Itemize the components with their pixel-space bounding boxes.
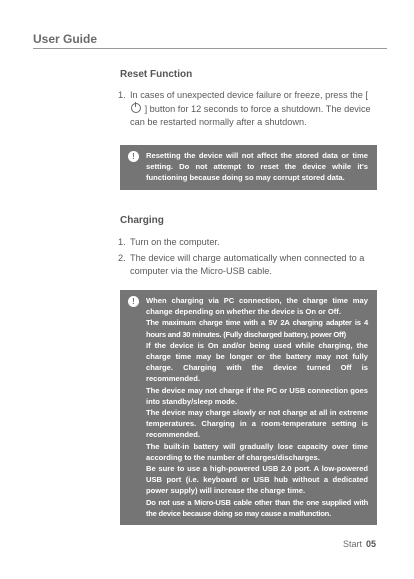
step-text-part: ] button for 12 seconds to force a shutdown. The device can be restarted normally after a shutdown. <box>130 103 371 127</box>
reset-steps-list <box>118 89 378 132</box>
charging-warning-note <box>120 290 377 525</box>
power-icon <box>131 103 141 113</box>
exclamation-icon: ! <box>128 296 139 307</box>
step-number: 1. <box>118 237 126 247</box>
step-text <box>130 89 378 130</box>
step-text-part: In cases of unexpected device failure or freeze, press the [ <box>130 90 368 100</box>
step-number: 2. <box>118 252 126 263</box>
reset-section-heading: Reset Function <box>120 69 193 80</box>
step-text: Turn on the computer. <box>130 237 220 247</box>
charging-section-heading: Charging <box>120 215 164 226</box>
note-paragraph: If the device is On and/or being used while charging, the charge time may be longer or the battery may not fully charge. Charging with the device turned Off is recommended. <box>146 340 368 384</box>
step-number: 1. <box>118 90 126 100</box>
note-paragraph: Do not use a Micro-USB cable other than the one supplied with the device because doing so may cause a malfunction. <box>146 497 368 518</box>
list-item <box>118 236 378 250</box>
list-item <box>118 89 378 130</box>
step-text: The device will charge automatically when connected to a computer via the Micro-USB cable. <box>130 252 365 276</box>
note-paragraph: Be sure to use a high-powered USB 2.0 port. A low-powered USB port (i.e. keyboard or USB hub without a dedicated power supply) will increase the charge time. <box>146 464 368 496</box>
note-paragraph: When charging via PC connection, the charge time may change depending on whether the device is On or Off. <box>146 296 368 317</box>
exclamation-icon: ! <box>128 151 139 162</box>
note-paragraph: The device may charge slowly or not charge at all in extreme temperatures. Charging in a room-temperature setting is recommended. <box>146 408 368 440</box>
list-item <box>118 252 378 279</box>
note-text: Resetting the device will not affect the stored data or time setting. Do not attempt to reset the device while it's functioning because doing so may corrupt stored data. <box>146 151 368 183</box>
note-paragraph: The device may not charge if the PC or USB connection goes into standby/sleep mode. <box>146 385 368 406</box>
note-paragraph: The built-in battery will gradually lose capacity over time according to the number of charges/discharges. <box>146 441 368 462</box>
page-header-title: User Guide <box>33 32 98 46</box>
charging-steps-list <box>118 236 378 281</box>
note-paragraph: The maximum charge time with a 5V 2A charging adapter is 4 hours and 30 minutes. (Fully discharged battery, power Off) <box>146 318 368 339</box>
header-divider <box>33 48 387 49</box>
reset-warning-note <box>120 145 377 190</box>
page-footer <box>343 539 376 549</box>
page-number: 05 <box>365 539 376 549</box>
footer-section-label: Start <box>342 539 362 549</box>
